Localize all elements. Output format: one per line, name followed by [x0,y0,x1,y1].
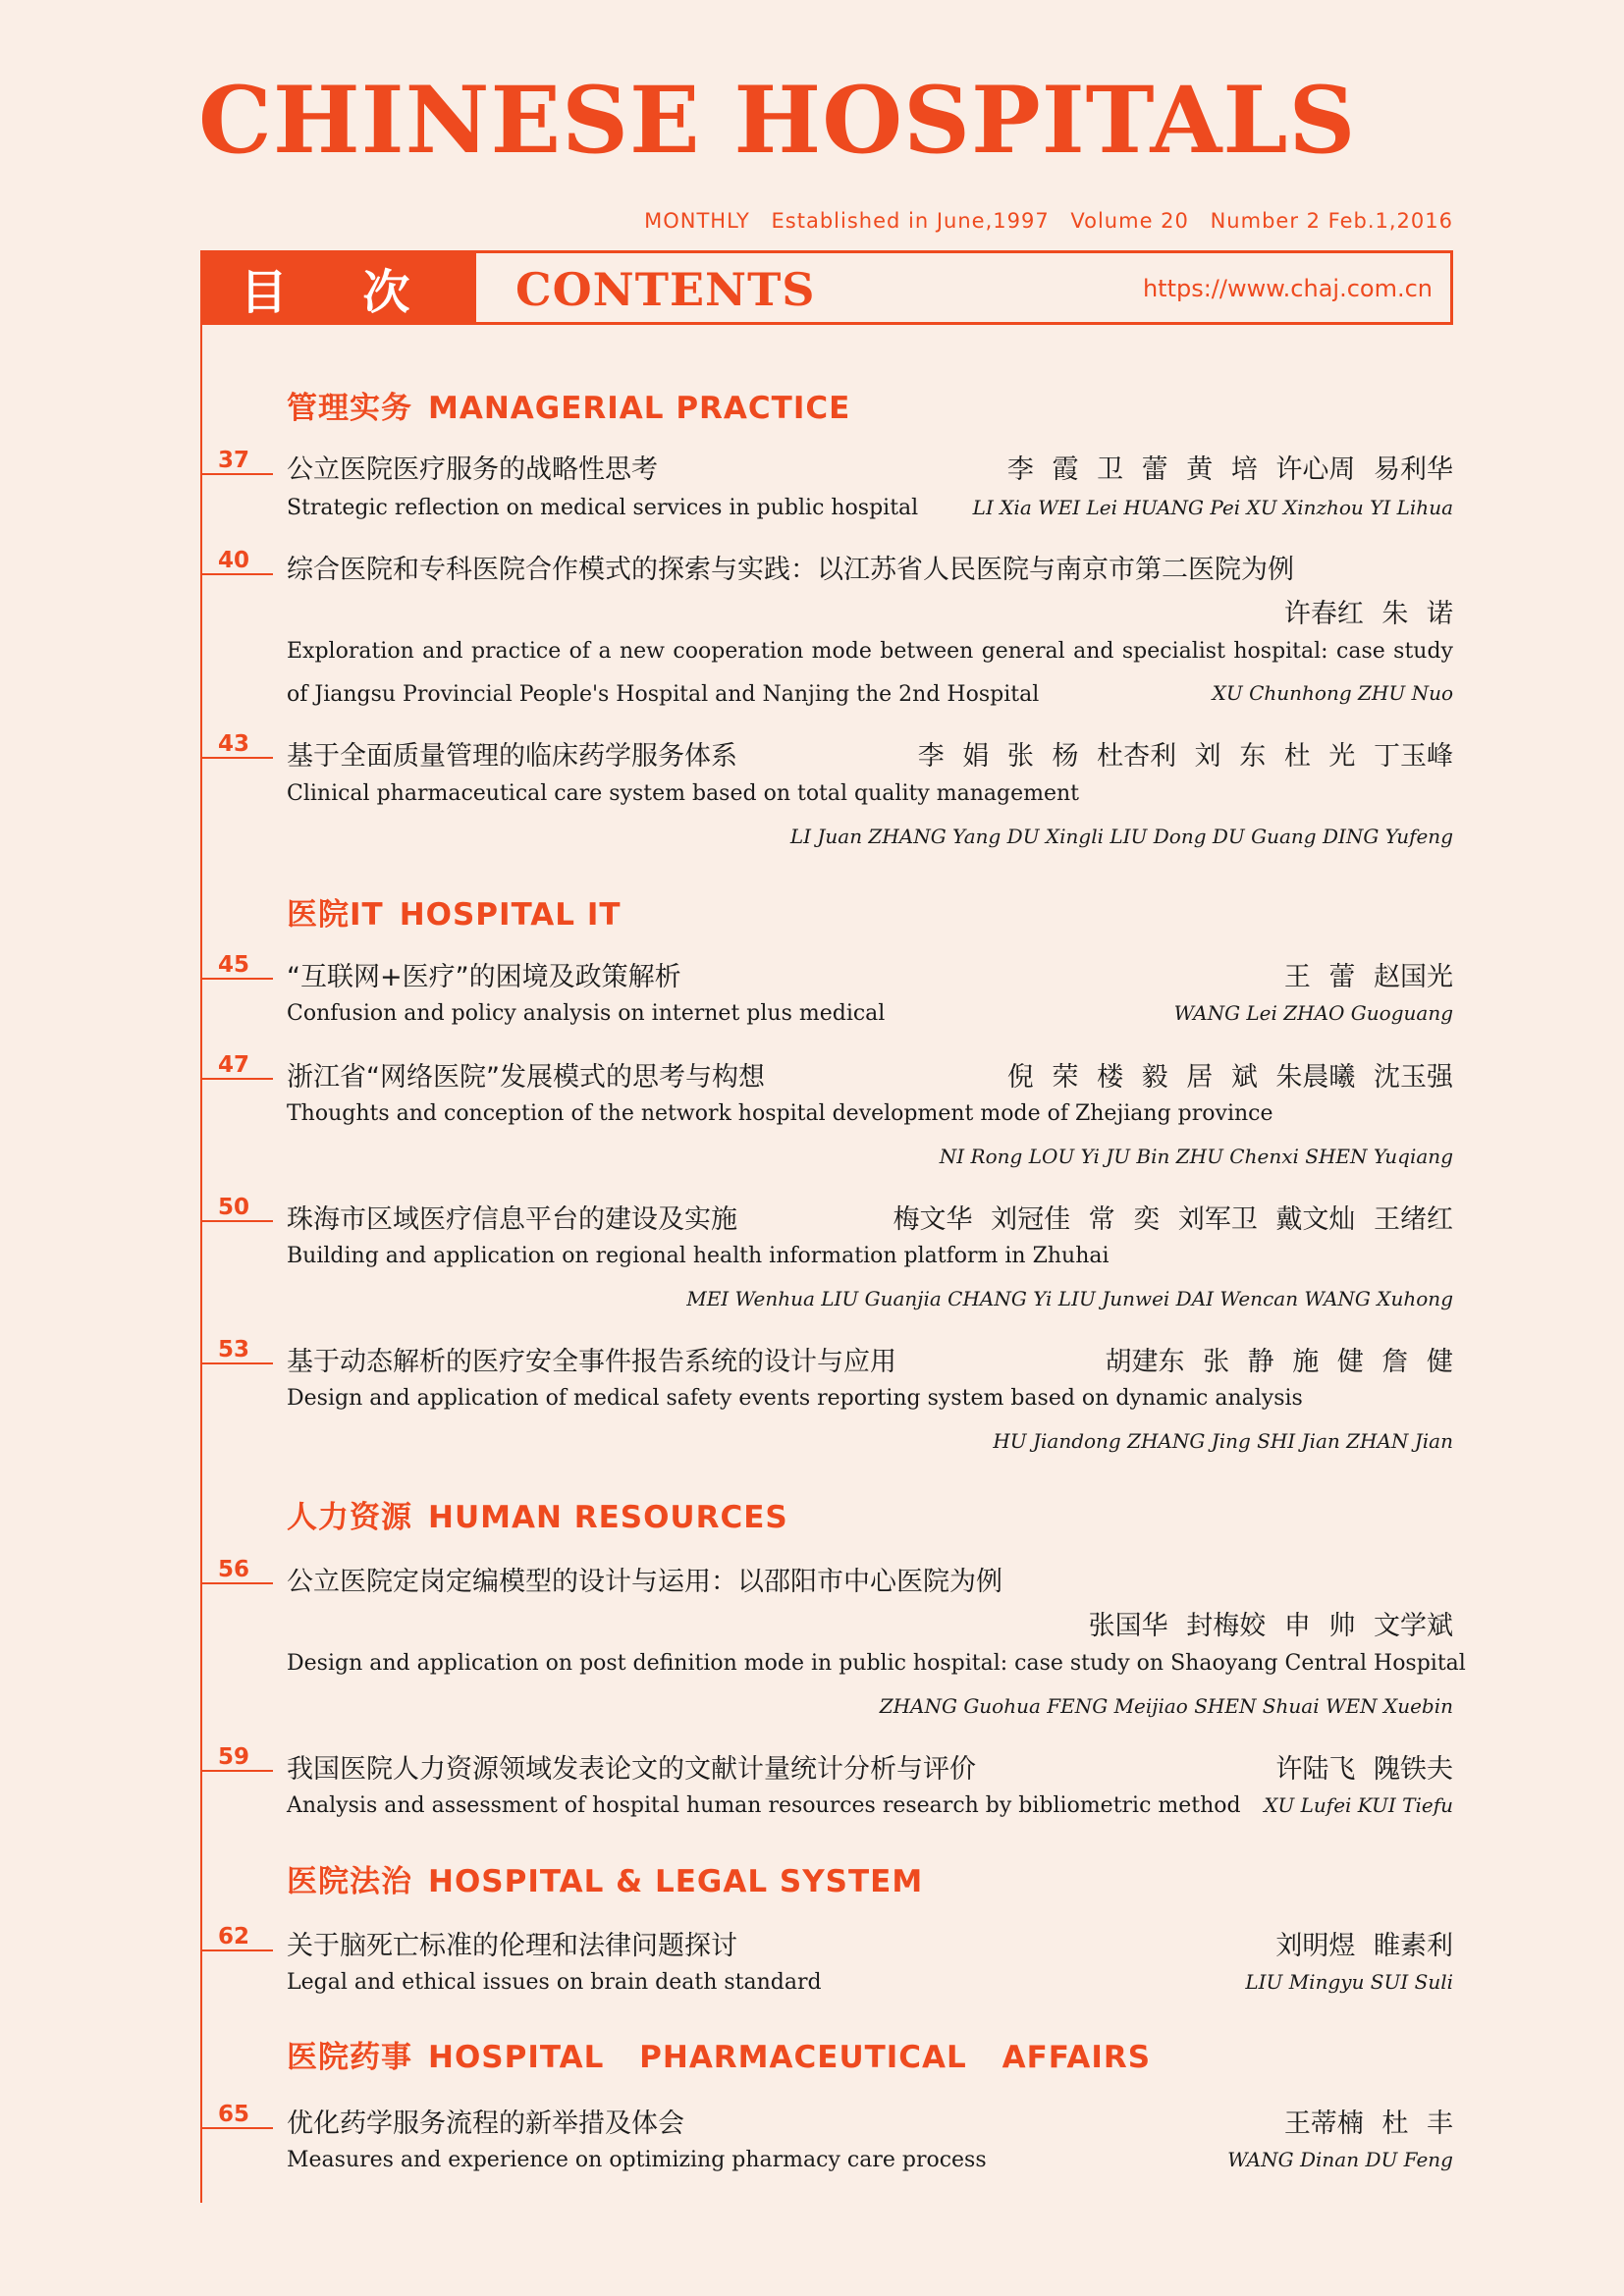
article-cn-title[interactable]: 基于动态解析的医疗安全事件报告系统的设计与应用 [287,1347,896,1377]
page-number: 40 [218,548,250,573]
section-en: HOSPITAL & LEGAL SYSTEM [428,1864,924,1899]
section-en: HUMAN RESOURCES [428,1500,788,1535]
section-heading-pharmaceutical [287,2032,1151,2076]
article-cn-title[interactable]: 关于脑死亡标准的伦理和法律问题探讨 [287,1931,737,1961]
page-number: 37 [218,448,250,473]
article-en-title[interactable]: Design and application on post definition mode in public hospital: case study on Shaoyang Central Hospital [287,1651,1466,1676]
page-number: 45 [218,952,250,978]
section-en: MANAGERIAL PRACTICE [428,391,851,426]
entry-tick [200,1770,273,1772]
page-number: 47 [218,1052,250,1078]
entry-tick [200,1949,273,1951]
article-cn-title[interactable]: 基于全面质量管理的临床药学服务体系 [287,741,737,772]
article-cn-authors: 刘明煜 睢素利 [1275,1931,1453,1961]
article-en-title[interactable]: Measures and experience on optimizing pharmacy care process [287,2148,987,2172]
contents-cn-label: 目 次 [203,253,476,322]
article-cn-authors: 倪 荣 楼 毅 居 斌 朱晨曦 沈玉强 [1006,1062,1453,1093]
section-cn: 医院药事 [287,2040,412,2075]
article-cn-title[interactable]: 综合医院和专科医院合作模式的探索与实践：以江苏省人民医院与南京市第二医院为例 [287,555,1294,585]
article-en-authors: ZHANG Guohua FENG Meijiao SHEN Shuai WEN Xuebin [879,1694,1453,1718]
publication-info [630,209,1453,233]
section-heading-hospital-it [287,889,622,934]
article-en-title[interactable]: Thoughts and conception of the network hospital development mode of Zhejiang province [287,1101,1273,1126]
article-cn-title[interactable]: 公立医院定岗定编模型的设计与运用：以邵阳市中心医院为例 [287,1567,1002,1597]
article-cn-authors: 王蒂楠 杜 丰 [1283,2109,1453,2139]
article-cn-authors: 许陆飞 隗铁夫 [1275,1754,1453,1785]
section-cn: 管理实务 [287,391,412,426]
pub-volume: Volume 20 [1070,209,1189,233]
article-en-title[interactable]: Exploration and practice of a new cooperation mode between general and specialist hospital: case study of Jiangsu Provincial People's Hospital and Nanjing the 2nd Hospital [287,639,1453,707]
article-cn-authors: 梅文华 刘冠佳 常 奕 刘军卫 戴文灿 王绪红 [893,1204,1453,1235]
page-number: 43 [218,731,250,757]
page-number: 56 [218,1557,250,1582]
section-en: HOSPITAL IT [399,897,622,933]
entry-tick [200,473,273,475]
article-en-authors: MEI Wenhua LIU Guanjia CHANG Yi LIU Junwei DAI Wencan WANG Xuhong [686,1287,1453,1310]
article-cn-authors: 王 蕾 赵国光 [1283,962,1453,992]
article-en-authors: WANG Lei ZHAO Guoguang [1173,1001,1453,1025]
contents-en-label: CONTENTS [515,263,816,316]
section-heading-managerial [287,383,850,427]
article-en-title[interactable]: Strategic reflection on medical services in public hospital [287,496,919,520]
entry-tick [200,1220,273,1222]
article-cn-title[interactable]: 优化药学服务流程的新举措及体会 [287,2109,684,2139]
article-en-title[interactable]: Building and application on regional health information platform in Zhuhai [287,1244,1110,1268]
article-cn-title[interactable]: 我国医院人力资源领域发表论文的文献计量统计分析与评价 [287,1754,976,1785]
article-cn-authors: 张国华 封梅姣 申 帅 文学斌 [1088,1611,1453,1641]
article-en-authors: LIU Mingyu SUI Suli [1245,1970,1453,1994]
pub-number-date: Number 2 Feb.1,2016 [1210,209,1453,233]
entry-tick [200,2127,273,2129]
article-cn-authors: 许春红 朱 诺 [1283,599,1453,629]
page-number: 53 [218,1337,250,1362]
page-number: 65 [218,2102,250,2127]
section-cn: 医院法治 [287,1864,412,1899]
article-en-authors: LI Juan ZHANG Yang DU Xingli LIU Dong DU Guang DING Yufeng [789,825,1453,848]
article-en-authors: HU Jiandong ZHANG Jing SHI Jian ZHAN Jian [993,1429,1453,1453]
contents-rule [200,325,202,2203]
article-cn-title[interactable]: 珠海市区域医疗信息平台的建设及实施 [287,1204,737,1235]
article-en-authors: LI Xia WEI Lei HUANG Pei XU Xinzhou YI Lihua [972,496,1453,519]
article-en-title[interactable]: Clinical pharmaceutical care system based on total quality management [287,781,1080,806]
masthead-title: CHINESE HOSPITALS [198,67,1357,175]
entry-tick [200,573,273,575]
article-en-authors: XU Chunhong ZHU Nuo [1212,681,1453,705]
section-en: HOSPITAL PHARMACEUTICAL AFFAIRS [428,2040,1152,2075]
section-cn: 医院IT [287,897,384,933]
page-number: 59 [218,1744,250,1770]
article-cn-title[interactable]: “互联网+医疗”的困境及政策解析 [287,962,681,992]
article-en-authors: WANG Dinan DU Feng [1227,2148,1453,2171]
article-cn-title[interactable]: 公立医院医疗服务的战略性思考 [287,454,658,485]
article-cn-authors: 李 霞 卫 蕾 黄 培 许心周 易利华 [1006,454,1453,485]
article-en-title[interactable]: Design and application of medical safety events reporting system based on dynamic analysis [287,1386,1303,1411]
entry-tick [200,1362,273,1364]
article-en-authors: NI Rong LOU Yi JU Bin ZHU Chenxi SHEN Yuqiang [939,1145,1453,1168]
pub-established: Established in June,1997 [771,209,1050,233]
page-number: 50 [218,1195,250,1220]
entry-tick [200,1078,273,1080]
page-number: 62 [218,1924,250,1949]
journal-url-link[interactable]: https://www.chaj.com.cn [1142,275,1433,302]
section-heading-legal-system [287,1856,923,1900]
section-heading-human-resources [287,1492,788,1536]
article-en-title[interactable]: Analysis and assessment of hospital human resources research by bibliometric method [287,1793,1241,1818]
entry-tick [200,1582,273,1584]
article-cn-title[interactable]: 浙江省“网络医院”发展模式的思考与构想 [287,1062,765,1093]
pub-frequency: MONTHLY [644,209,750,233]
entry-tick [200,978,273,980]
article-en-authors: XU Lufei KUI Tiefu [1264,1793,1453,1817]
article-en-title[interactable]: Legal and ethical issues on brain death standard [287,1970,822,1995]
article-cn-authors: 李 娟 张 杨 杜杏利 刘 东 杜 光 丁玉峰 [917,741,1453,772]
contents-header [200,250,1453,325]
article-en-title[interactable]: Confusion and policy analysis on internet plus medical [287,1001,886,1026]
entry-tick [200,757,273,759]
article-cn-authors: 胡建东 张 静 施 健 詹 健 [1105,1347,1453,1377]
section-cn: 人力资源 [287,1500,412,1535]
